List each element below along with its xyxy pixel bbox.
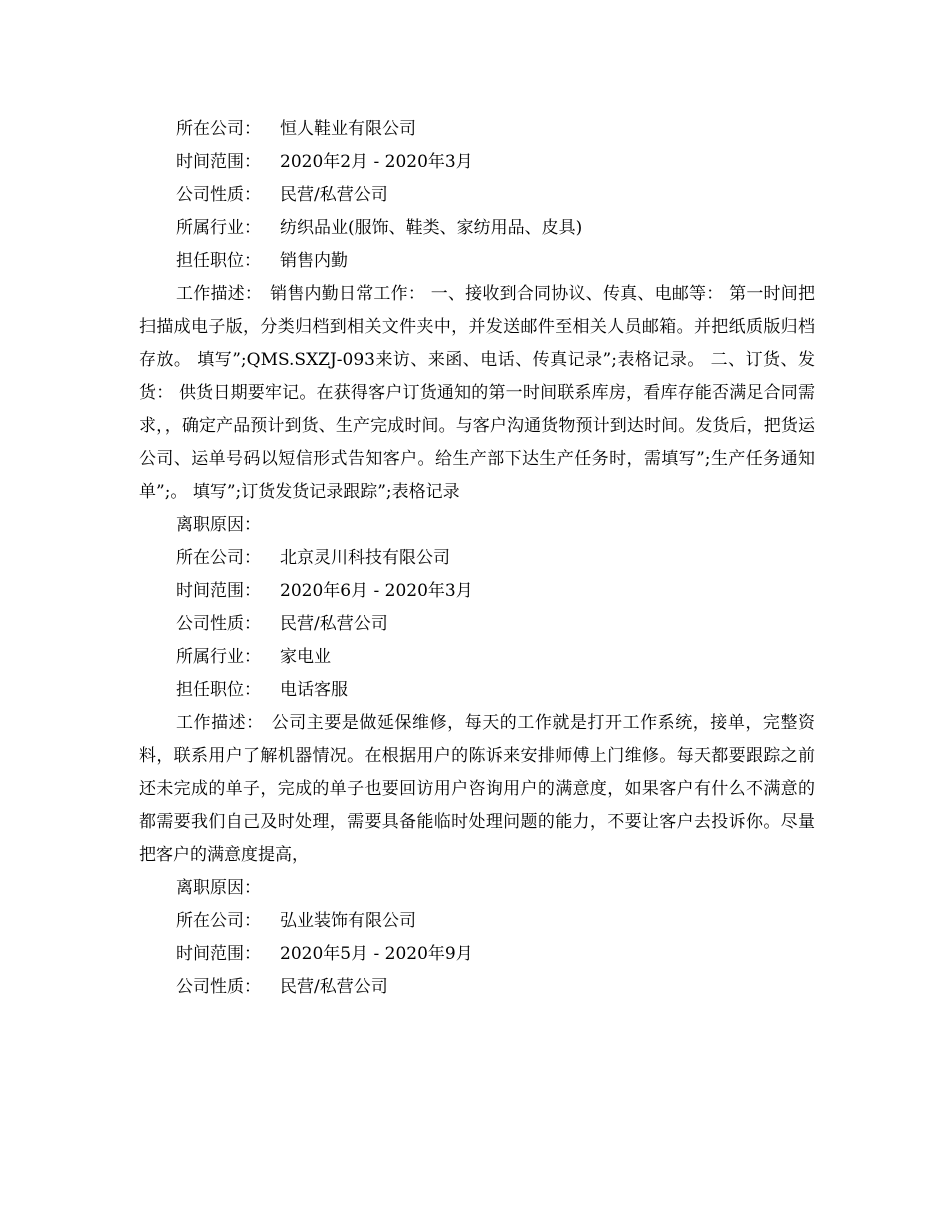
nature-row [139,971,815,1004]
period-row [139,575,815,608]
period-value: 2020年5月 - 2020年9月 [280,944,473,964]
period-label: 时间范围： [176,581,261,601]
nature-value: 民营/私营公司 [280,614,388,634]
industry-value: 家电业 [280,647,331,667]
nature-value: 民营/私营公司 [280,185,388,205]
description-label: 工作描述： [176,713,264,733]
description-text: 公司主要是做延保维修，每天的工作就是打开工作系统，接单，完整资料，联系用户了解机器情况。在根据用户的陈诉来安排师傅上门维修。每天都要跟踪之前还未完成的单子，完成的单子也要回访用户咨询用户的满意度，如果客户有什么不满意的都需要我们自己及时处理，需要具备能临时处理问题的能力，不要让客户去投诉你。尽量把客户的满意度提高， [139,713,816,865]
leave-reason-row [139,872,815,905]
company-row [139,113,815,146]
position-value: 电话客服 [280,680,348,700]
nature-label: 公司性质： [176,614,261,634]
company-value: 恒人鞋业有限公司 [280,119,416,139]
nature-value: 民营/私营公司 [280,977,388,997]
company-row [139,542,815,575]
company-label: 所在公司： [176,548,261,568]
description-paragraph [139,707,815,872]
leave-reason-label: 离职原因： [176,515,261,535]
position-value: 销售内勤 [280,251,348,271]
company-value: 北京灵川科技有限公司 [280,548,450,568]
industry-label: 所属行业： [176,218,261,238]
position-label: 担任职位： [176,680,261,700]
leave-reason-label: 离职原因： [176,878,261,898]
leave-reason-row [139,509,815,542]
description-label: 工作描述： [176,284,263,304]
company-value: 弘业装饰有限公司 [280,911,416,931]
period-value: 2020年2月 - 2020年3月 [280,152,473,172]
period-value: 2020年6月 - 2020年3月 [280,581,473,601]
industry-row [139,641,815,674]
description-paragraph [139,278,815,509]
period-label: 时间范围： [176,944,261,964]
nature-label: 公司性质： [176,185,261,205]
period-row [139,146,815,179]
position-row [139,674,815,707]
company-label: 所在公司： [176,119,261,139]
company-label: 所在公司： [176,911,261,931]
nature-label: 公司性质： [176,977,261,997]
nature-row [139,179,815,212]
period-label: 时间范围： [176,152,261,172]
period-row [139,938,815,971]
work-experience-section [139,113,815,1004]
company-row [139,905,815,938]
nature-row [139,608,815,641]
industry-value: 纺织品业(服饰、鞋类、家纺用品、皮具) [280,218,583,238]
position-label: 担任职位： [176,251,261,271]
position-row [139,245,815,278]
industry-label: 所属行业： [176,647,261,667]
industry-row [139,212,815,245]
description-text: 销售内勤日常工作： 一、接收到合同协议、传真、电邮等： 第一时间把扫描成电子版，分类归档到相关文件夹中，并发送邮件至相关人员邮箱。并把纸质版归档存放。 填写”;QMS.SXZJ-093来访、来函、电话、传真记录”;表格记录。 二、订货、发货： 供货日期要牢记。在获得客户订货通知的第一时间联系库房，看库存能否满足合同需求，，确定产品预计到货、生产完成时间。与客户沟通货物预计到达时间。发货后，把货运公司、运单号码以短信形式告知客户。给生产部下达生产任务时，需填写”;生产任务通知单”;。 填写”;订货发货记录跟踪”;表格记录 [139,284,815,502]
